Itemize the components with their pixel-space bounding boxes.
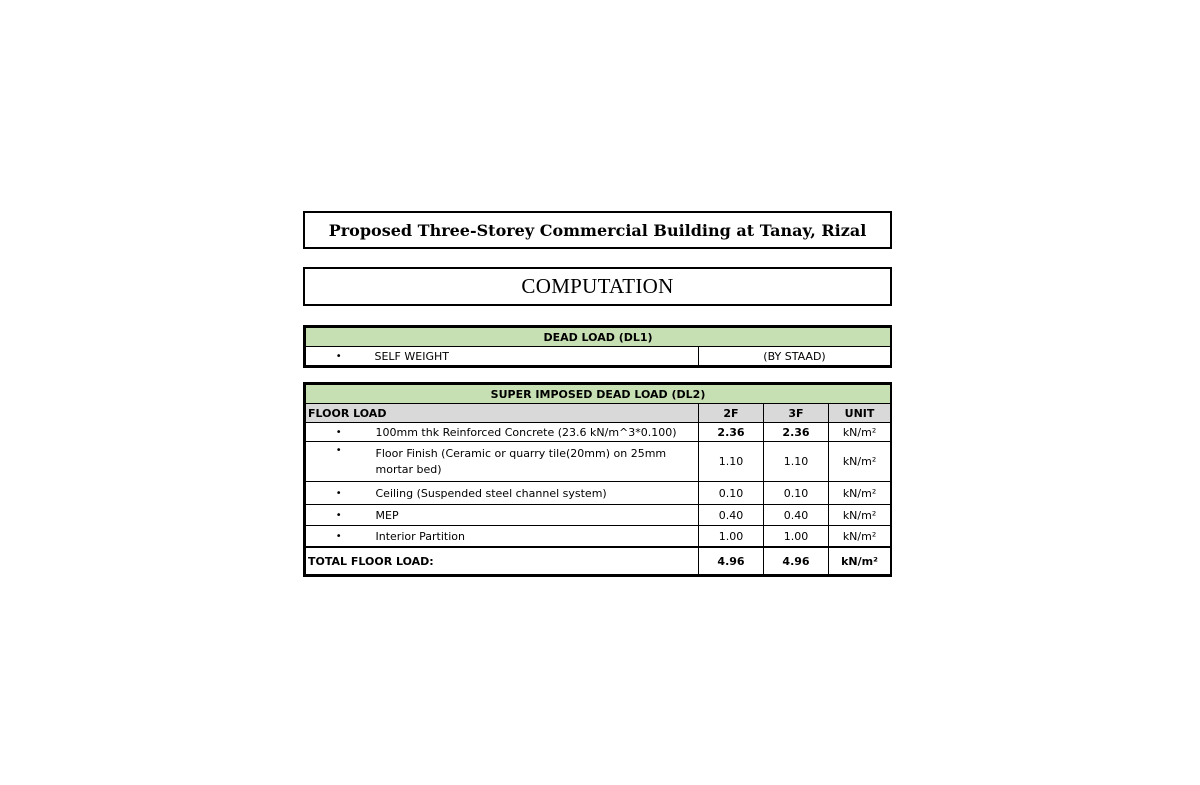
total-unit: kN/m² (829, 547, 891, 575)
table-row (306, 482, 891, 505)
bullet-icon: • (306, 347, 372, 366)
dead-load-header-row (306, 328, 891, 347)
row-unit: kN/m² (829, 442, 891, 482)
dead-load-header: DEAD LOAD (DL1) (306, 328, 891, 347)
row-unit: kN/m² (829, 505, 891, 526)
total-row (306, 547, 891, 575)
dead-load-table (305, 327, 891, 366)
bullet-icon: • (306, 423, 372, 442)
dead-load-table-box (303, 325, 892, 368)
row-value-3f: 0.10 (764, 482, 829, 505)
row-unit: kN/m² (829, 423, 891, 442)
row-unit: kN/m² (829, 526, 891, 548)
project-title: Proposed Three-Storey Commercial Building at Tanay, Rizal (328, 220, 867, 240)
row-value-2f: 0.10 (699, 482, 764, 505)
computation-heading: COMPUTATION (521, 274, 674, 298)
bullet-icon: • (306, 505, 372, 526)
row-label: 100mm thk Reinforced Concrete (23.6 kN/m^3*0.100) (372, 423, 699, 442)
row-value-3f: 2.36 (764, 423, 829, 442)
row-value-2f: 0.40 (699, 505, 764, 526)
computation-heading-box (303, 267, 892, 306)
super-imposed-header-row (306, 385, 891, 404)
super-imposed-table-box (303, 382, 892, 577)
bullet-icon: • (306, 526, 372, 548)
row-label: Interior Partition (372, 526, 699, 548)
total-value-3f: 4.96 (764, 547, 829, 575)
column-header-row (306, 404, 891, 423)
super-imposed-header: SUPER IMPOSED DEAD LOAD (DL2) (306, 385, 891, 404)
row-label: MEP (372, 505, 699, 526)
table-row (306, 442, 891, 482)
table-row (306, 505, 891, 526)
row-value-2f: 1.10 (699, 442, 764, 482)
column-header-2f: 2F (699, 404, 764, 423)
total-label: TOTAL FLOOR LOAD: (306, 547, 699, 575)
dead-load-item-row (306, 347, 891, 366)
table-row (306, 526, 891, 548)
row-value-2f: 2.36 (699, 423, 764, 442)
super-imposed-table (305, 384, 891, 575)
dead-load-item-label: SELF WEIGHT (372, 347, 699, 366)
column-header-unit: UNIT (829, 404, 891, 423)
row-value-2f: 1.00 (699, 526, 764, 548)
row-value-3f: 1.00 (764, 526, 829, 548)
table-row (306, 423, 891, 442)
column-header-floor-load: FLOOR LOAD (306, 404, 699, 423)
row-value-3f: 0.40 (764, 505, 829, 526)
bullet-icon: • (306, 482, 372, 505)
row-label: Ceiling (Suspended steel channel system) (372, 482, 699, 505)
dead-load-item-value: (BY STAAD) (699, 347, 891, 366)
column-header-3f: 3F (764, 404, 829, 423)
row-label: Floor Finish (Ceramic or quarry tile(20mm) on 25mm mortar bed) (372, 442, 699, 482)
project-title-box (303, 211, 892, 249)
bullet-icon: • (306, 442, 372, 482)
row-value-3f: 1.10 (764, 442, 829, 482)
row-unit: kN/m² (829, 482, 891, 505)
total-value-2f: 4.96 (699, 547, 764, 575)
